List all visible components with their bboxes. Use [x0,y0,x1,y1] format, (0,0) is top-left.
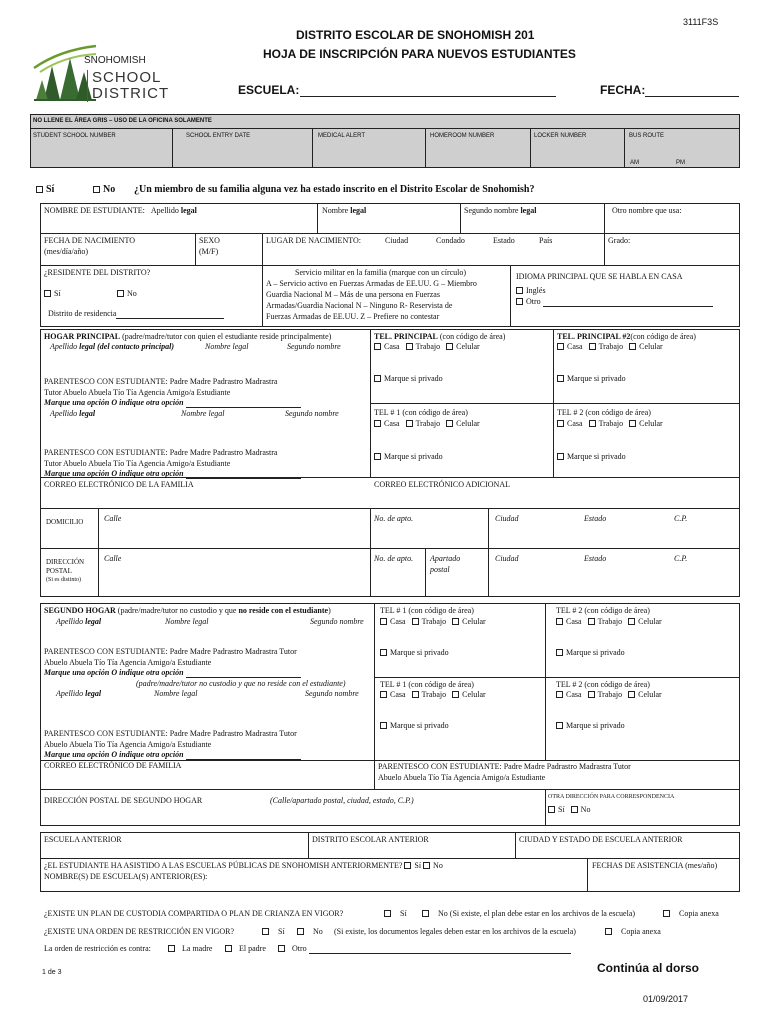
second-mailing-address-label[interactable]: DIRECCIÓN POSTAL DE SEGUNDO HOGAR [44,796,203,805]
main-phone-work[interactable]: Trabajo [406,342,441,351]
second-phone1-cell[interactable]: Celular [452,617,486,626]
contact2-phone1-work[interactable]: Trabajo [406,419,441,428]
contact2-relationship-2: Tutor Abuelo Abuela Tío Tía Agencia Amigo/a Estudiante [44,459,231,468]
second-phone2-private[interactable]: Marque si privado [556,648,625,658]
contact2-phone1-type [374,419,480,429]
revision-date: 01/09/2017 [643,994,689,1004]
attendance-dates-label[interactable]: FECHAS DE ASISTENCIA (mes/año) [592,861,718,870]
other-address-yes[interactable]: Sí [548,805,565,814]
office-col-entry-date: SCHOOL ENTRY DATE [186,133,251,139]
office-am: AM [630,160,639,166]
military-line-2: Guardia Nacional M – Más de una persona en Fuerzas [266,290,440,299]
resident-no[interactable]: No [117,289,137,299]
second-contact2-middle-name[interactable]: Segundo nombre [305,689,359,698]
dob-label: FECHA DE NACIMIENTO [44,236,135,245]
contact2-phone1-cell[interactable]: Celular [446,419,480,428]
second-contact2-phone1-home[interactable]: Casa [380,690,406,699]
mailing-po-box-1[interactable]: Apartado [430,554,461,563]
language-english[interactable]: Inglés [516,286,546,296]
second-contact2-subtitle: (padre/madre/tutor no custodio y que no reside con el estudiante) [136,679,346,688]
main-phone2-home[interactable]: Casa [557,342,583,351]
office-col-locker: LOCKER NUMBER [534,133,587,139]
office-header: NO LLENE EL ÁREA GRIS – USO DE LA OFICINA SOLAMENTE [33,118,212,124]
restraining-order-question: ¿EXISTE UNA ORDEN DE RESTRICCIÓN EN VIGOR? [44,927,235,936]
second-contact2-phone1-private[interactable]: Marque si privado [380,721,449,731]
mailing-address-state[interactable]: Estado [584,554,607,563]
primary-contact-first-name[interactable]: Nombre legal [205,342,249,351]
language-other[interactable]: Otro [516,297,713,307]
family-email-label[interactable]: CORREO ELECTRÓNICO DE LA FAMILIA [44,480,194,489]
primary-contact-middle-name[interactable]: Segundo nombre [287,342,341,351]
primary-relationship-2: Tutor Abuelo Abuela Tío Tía Agencia Amigo/a Estudiante [44,388,231,397]
second-household-title: SEGUNDO HOGAR (padre/madre/tutor no custodio y que no reside con el estudiante) [44,606,331,615]
second-contact2-phone1-type [380,690,486,700]
additional-email-label[interactable]: CORREO ELECTRÓNICO ADICIONAL [374,480,510,489]
second-phone1-type [380,617,486,627]
second-contact2-phone2-private[interactable]: Marque si privado [556,721,625,731]
district-logo [30,28,210,103]
second-contact2-phone2-cell[interactable]: Celular [628,690,662,699]
main-phone2-type [557,342,663,352]
title-district: DISTRITO ESCOLAR DE SNOHOMISH 201 [296,28,535,42]
primary-relationship-1: PARENTESCO CON ESTUDIANTE: Padre Madre Padrastro Madrastra [44,377,278,386]
second-phone2-cell[interactable]: Celular [628,617,662,626]
logo-line-1: SNOHOMISH [84,55,146,66]
restraining-order-note: (Si existe, los documentos legales deben estar en los archivos de la escuela) [334,927,576,936]
escuela-label: ESCUELA: [238,83,300,97]
sex-label: SEXO [199,236,220,245]
contact2-phone2-cell[interactable]: Celular [629,419,663,428]
student-middle-name-field[interactable]: Segundo nombre legal [464,206,537,215]
office-col-bus-route: BUS ROUTE [629,133,665,139]
logo-line-2: SCHOOL [92,69,162,86]
second-phone2-type [556,617,662,627]
second-contact2-phone2-label: TEL # 2 (con código de área) [556,680,650,689]
second-contact2-phone1-work[interactable]: Trabajo [412,690,447,699]
second-contact-last-name[interactable]: Apellido legal [56,617,102,626]
contact2-last-name[interactable]: Apellido legal [50,409,96,418]
home-address-street[interactable]: Calle [104,514,122,523]
second-contact2-first-name[interactable]: Nombre legal [154,689,198,698]
main-phone2-private[interactable]: Marque si privado [557,374,626,384]
second-relationship-other[interactable]: Marque una opción O indique otra opción [44,668,301,678]
restraining-order-yes[interactable]: Sí [262,927,285,937]
previous-city-state-label[interactable]: CIUDAD Y ESTADO DE ESCUELA ANTERIOR [519,835,683,844]
mailing-address-label-1: DIRECCIÓN [46,558,85,566]
second-phone2-label: TEL # 2 (con código de área) [556,606,650,615]
family-question-text: ¿Un miembro de su familia alguna vez ha estado inscrito en el Distrito Escolar de Snohomish? [134,184,535,195]
main-phone-type [374,342,480,352]
family-question-yes[interactable]: Sí [36,185,54,195]
second-relationship-1: PARENTESCO CON ESTUDIANTE: Padre Madre Padrastro Madrastra Tutor [44,647,297,656]
military-title: Servicio militar en la familia (marque con un círculo) [295,268,467,277]
main-phone-label: TEL. PRINCIPAL (con código de área) [374,332,506,341]
family-question-no[interactable]: No [93,185,115,195]
second-contact2-last-name[interactable]: Apellido legal [56,689,102,698]
contact2-relationship-1: PARENTESCO CON ESTUDIANTE: Padre Madre Padrastro Madrastra [44,448,278,457]
attended-yes[interactable]: Sí [404,861,421,870]
contact2-phone1-label: TEL # 1 (con código de área) [374,408,468,417]
second-contact-first-name[interactable]: Nombre legal [165,617,209,626]
office-col-medical-alert: MEDICAL ALERT [318,133,366,139]
second-relationship-right-1: PARENTESCO CON ESTUDIANTE: Padre Madre Padrastro Madrastra Tutor [378,762,631,771]
birthplace-country: País [539,236,553,245]
student-other-name-field[interactable]: Otro nombre que usa: [612,206,682,215]
birthplace-city: Ciudad [385,236,409,245]
restraining-against-father[interactable]: El padre [225,944,266,954]
birthplace-county: Condado [436,236,465,245]
previous-school-names-label[interactable]: NOMBRE(S) DE ESCUELA(S) ANTERIOR(ES): [44,872,208,881]
contact2-middle-name[interactable]: Segundo nombre [285,409,339,418]
home-address-label: DOMICILIO [46,518,84,526]
resident-question: ¿RESIDENTE DEL DISTRITO? [44,268,151,277]
main-phone2-cell[interactable]: Celular [629,342,663,351]
restraining-against-label: La orden de restricción es contra: [44,944,151,953]
second-phone1-work[interactable]: Trabajo [412,617,447,626]
military-line-3: Armadas/Guardia Nacional N – Ninguno R- Reservista de [266,301,453,310]
restraining-against-mother[interactable]: La madre [168,944,212,954]
form-code: 3111F3S [683,17,719,27]
previous-school-label[interactable]: ESCUELA ANTERIOR [44,835,122,844]
main-phone-cell[interactable]: Celular [446,342,480,351]
resident-yes[interactable]: Sí [44,289,61,299]
second-contact2-relationship-2: Abuelo Abuela Tío Tía Agencia Amigo/a Estudiante [44,740,212,749]
primary-household-title: HOGAR PRINCIPAL (padre/madre/tutor con quien el estudiante reside principalmente) [44,332,332,341]
contact2-relationship-other[interactable]: Marque una opción O indique otra opción [44,469,301,479]
custody-plan-question: ¿EXISTE UN PLAN DE CUSTODIA COMPARTIDA O PLAN DE CRIANZA EN VIGOR? [44,909,344,918]
mailing-address-city[interactable]: Ciudad [495,554,519,563]
main-phone2-work[interactable]: Trabajo [589,342,624,351]
military-line-1: A – Servicio activo en Fuerzas Armadas de EE.UU. G – Miembro [266,279,477,288]
home-address-apt[interactable]: No. de apto. [374,514,414,523]
birthplace-state: Estado [493,236,515,245]
continue-on-back: Continúa al dorso [597,961,699,975]
contact2-first-name[interactable]: Nombre legal [181,409,225,418]
contact2-phone2-home[interactable]: Casa [557,419,583,428]
second-family-email-label[interactable]: CORREO ELECTRÓNICO DE FAMILIA [44,761,182,770]
second-mailing-address-hint: (Calle/apartado postal, ciudad, estado, C.P.) [270,796,414,805]
student-first-name-field[interactable]: Nombre legal [322,206,367,215]
birthplace-label: LUGAR DE NACIMIENTO: [266,236,361,245]
mailing-address-apt[interactable]: No. de apto. [374,554,414,563]
second-phone1-private[interactable]: Marque si privado [380,648,449,658]
page-number: 1 de 3 [42,969,62,976]
second-contact2-phone1-cell[interactable]: Celular [452,690,486,699]
custody-plan-yes[interactable]: Sí [384,909,407,919]
contact2-phone2-work[interactable]: Trabajo [589,419,624,428]
second-phone2-work[interactable]: Trabajo [588,617,623,626]
fecha-field[interactable] [645,96,739,97]
second-contact2-phone2-work[interactable]: Trabajo [588,690,623,699]
custody-plan-copy[interactable]: Copia anexa [663,909,719,919]
restraining-order-no[interactable]: No [297,927,323,937]
other-address-no[interactable]: No [571,805,591,814]
home-address-state[interactable]: Estado [584,514,607,523]
home-address-city[interactable]: Ciudad [495,514,519,523]
office-col-student-number: STUDENT SCHOOL NUMBER [33,133,116,139]
military-line-4: Fuerzas Armadas de EE.UU. Z – Prefiere no contestar [266,312,440,321]
custody-plan-no[interactable]: No (Si existe, el plan debe estar en los archivos de la escuela) [422,909,635,919]
second-phone2-home[interactable]: Casa [556,617,582,626]
other-address-label: OTRA DIRECCIÓN PARA CORRESPONDENCIA [548,794,675,800]
second-contact2-phone2-type [556,690,662,700]
second-contact2-relationship-1: PARENTESCO CON ESTUDIANTE: Padre Madre Padrastro Madrastra Tutor [44,729,297,738]
student-name-field[interactable]: NOMBRE DE ESTUDIANTE: Apellido legal [44,206,197,215]
attended-no[interactable]: No [423,861,443,870]
primary-relationship-other[interactable]: Marque una opción O indique otra opción [44,398,301,408]
contact2-phone2-type [557,419,663,429]
second-relationship-right-2: Abuelo Abuela Tío Tía Agencia Amigo/a Estudiante [378,773,546,782]
mailing-address-street[interactable]: Calle [104,554,122,563]
office-col-homeroom: HOMEROOM NUMBER [430,133,495,139]
second-phone1-home[interactable]: Casa [380,617,406,626]
mailing-po-box-2: postal [430,565,450,574]
contact2-phone2-private[interactable]: Marque si privado [557,452,626,462]
main-phone-home[interactable]: Casa [374,342,400,351]
sex-format: (M/F) [199,247,219,256]
resident-district-field[interactable]: Distrito de residencia [48,309,224,319]
second-relationship-2: Abuelo Abuela Tío Tía Agencia Amigo/a Estudiante [44,658,212,667]
grade-field[interactable]: Grado: [608,236,631,245]
title-form: HOJA DE INSCRIPCIÓN PARA NUEVOS ESTUDIANTES [263,47,576,61]
home-address-zip[interactable]: C.P. [674,514,688,523]
main-phone-private[interactable]: Marque si privado [374,374,443,384]
logo-line-3: DISTRICT [92,85,170,102]
restraining-against-other[interactable]: Otro [278,944,571,954]
contact2-phone1-home[interactable]: Casa [374,419,400,428]
restraining-order-copy[interactable]: Copia anexa [605,927,661,937]
primary-contact-last-name[interactable]: Apellido legal (del contacto principal) [50,342,174,351]
escuela-field[interactable] [300,96,556,97]
mailing-address-note: (Si es distinto) [46,577,82,583]
attended-snohomish-question: ¿EL ESTUDIANTE HA ASISTIDO A LAS ESCUELAS PÚBLICAS DE SNOHOMISH ANTERIORMENTE? Sí No [44,861,443,870]
second-phone1-label: TEL # 1 (con código de área) [380,606,474,615]
contact2-phone2-label: TEL # 2 (con código de área) [557,408,651,417]
dob-format: (mes/día/año) [44,247,88,256]
other-address-options [548,805,590,815]
main-phone2-label: TEL. PRINCIPAL #2(con código de área) [557,332,696,341]
mailing-address-zip[interactable]: C.P. [674,554,688,563]
second-contact-middle-name[interactable]: Segundo nombre [310,617,364,626]
fecha-label: FECHA: [600,83,646,97]
second-contact2-phone1-label: TEL # 1 (con código de área) [380,680,474,689]
previous-district-label[interactable]: DISTRITO ESCOLAR ANTERIOR [312,835,429,844]
second-contact2-phone2-home[interactable]: Casa [556,690,582,699]
office-pm: PM [676,160,685,166]
language-title: IDIOMA PRINCIPAL QUE SE HABLA EN CASA [516,272,683,281]
second-contact2-relationship-other[interactable]: Marque una opción O indique otra opción [44,750,301,760]
mailing-address-label-2: POSTAL [46,567,72,575]
contact2-phone1-private[interactable]: Marque si privado [374,452,443,462]
